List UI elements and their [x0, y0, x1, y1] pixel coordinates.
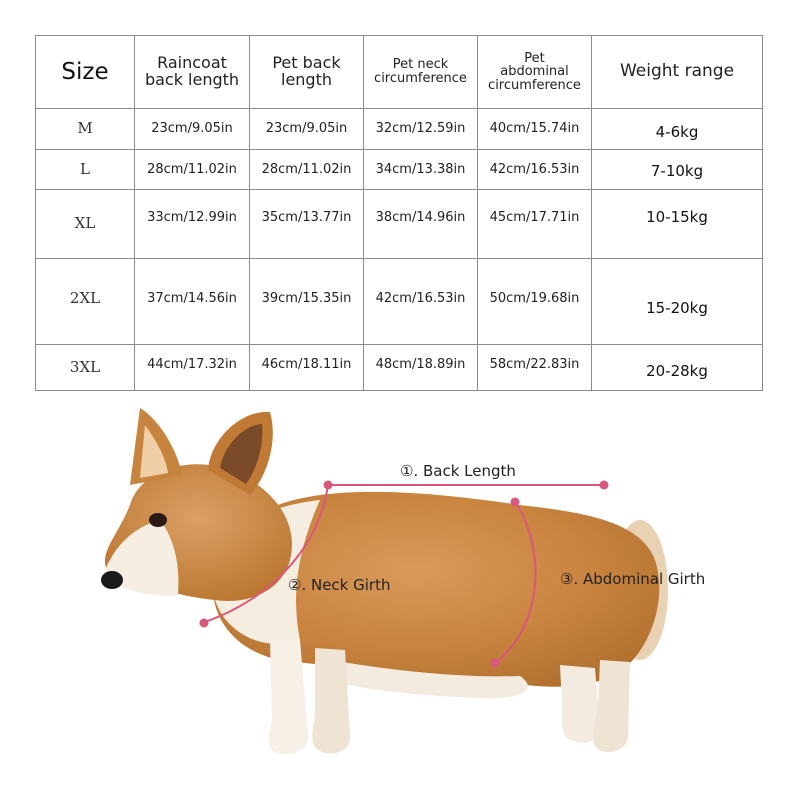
abdominal-cell: 50cm/19.68in — [477, 258, 592, 345]
abdominal-cell: 42cm/16.53in — [477, 149, 592, 190]
raincoat-cell: 23cm/9.05in — [134, 108, 250, 150]
header-size: Size — [35, 35, 135, 109]
neck-cell: 34cm/13.38in — [363, 149, 478, 190]
weight-cell: 15-20kg — [591, 258, 763, 345]
abdominal-cell: 45cm/17.71in — [477, 189, 592, 259]
size-cell: XL — [35, 189, 135, 259]
back-cell: 28cm/11.02in — [249, 149, 364, 190]
header-raincoat-line2: back length — [144, 70, 240, 89]
dog-front-leg-right — [312, 648, 350, 754]
header-pet-neck-circumference — [363, 35, 478, 109]
weight-cell: 10-15kg — [591, 189, 763, 259]
header-pet-neck-line1: Pet neck — [392, 57, 449, 73]
abdominal-girth-start-dot — [511, 498, 520, 507]
size-cell: 2XL — [35, 258, 135, 345]
header-pet-back-length — [249, 35, 364, 109]
raincoat-cell: 37cm/14.56in — [134, 258, 250, 345]
neck-cell: 38cm/14.96in — [363, 189, 478, 259]
header-weight-range: Weight range — [591, 35, 763, 109]
back-cell: 46cm/18.11in — [249, 344, 364, 391]
header-pet-abdominal-line2: abdominal — [500, 64, 569, 80]
back-length-end-dot — [600, 481, 609, 490]
header-raincoat-line1: Raincoat — [157, 53, 227, 73]
header-pet-back-line2: length — [281, 70, 332, 89]
abdominal-girth-label: ③. Abdominal Girth — [560, 570, 706, 588]
back-cell: 39cm/15.35in — [249, 258, 364, 345]
header-pet-abdominal-circumference — [477, 35, 592, 109]
raincoat-cell: 28cm/11.02in — [134, 149, 250, 190]
header-pet-neck-line2: circumference — [374, 71, 467, 86]
dog-nose — [101, 571, 123, 589]
abdominal-cell: 40cm/15.74in — [477, 108, 592, 150]
neck-cell: 32cm/12.59in — [363, 108, 478, 150]
raincoat-cell: 44cm/17.32in — [134, 344, 250, 391]
neck-cell: 42cm/16.53in — [363, 258, 478, 345]
back-cell: 35cm/13.77in — [249, 189, 364, 259]
header-raincoat-back-length — [134, 35, 250, 109]
neck-cell: 48cm/18.89in — [363, 344, 478, 391]
dog-measurement-illustration — [0, 400, 800, 800]
header-pet-back-line1: Pet back — [272, 53, 341, 73]
size-cell: L — [35, 149, 135, 190]
neck-girth-end-dot — [200, 619, 209, 628]
weight-cell: 4-6kg — [591, 108, 763, 150]
back-length-start-dot — [324, 481, 333, 490]
neck-girth-label: ②. Neck Girth — [288, 576, 391, 594]
header-pet-abdominal-line1: Pet — [524, 50, 545, 66]
size-cell: 3XL — [35, 344, 135, 391]
abdominal-cell: 58cm/22.83in — [477, 344, 592, 391]
weight-cell: 20-28kg — [591, 344, 763, 391]
dog-eye — [149, 513, 167, 527]
weight-cell: 7-10kg — [591, 149, 763, 190]
back-length-label: ①. Back Length — [400, 462, 516, 480]
raincoat-cell: 33cm/12.99in — [134, 189, 250, 259]
back-cell: 23cm/9.05in — [249, 108, 364, 150]
abdominal-girth-end-dot — [491, 659, 500, 668]
header-pet-abdominal-line3: circumference — [488, 77, 581, 93]
size-cell: M — [35, 108, 135, 150]
